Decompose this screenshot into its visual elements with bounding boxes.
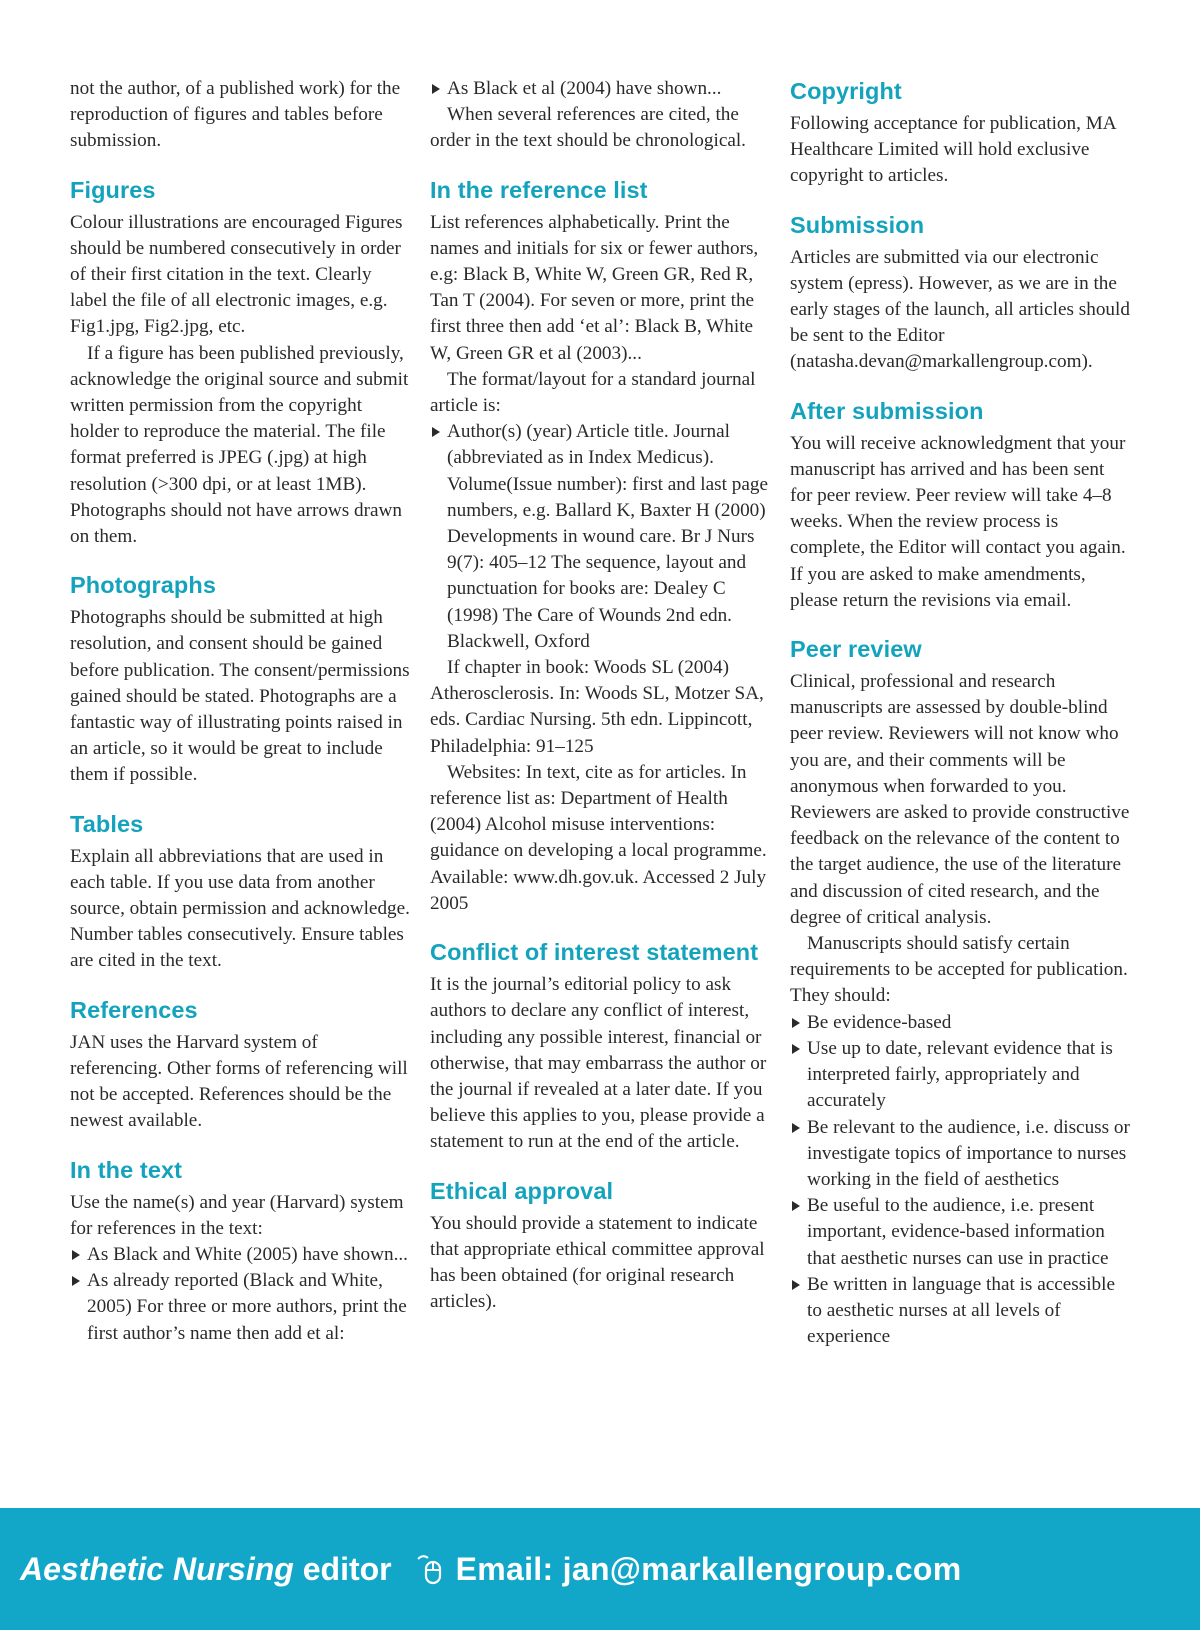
photographs-paragraph: Photographs should be submitted at high resolution, and consent should be gained before publication. The consent/permissions gained should be stated. Photographs are a fantastic way of illustrating points raised in an article, so it would be great to include them if possible. (70, 607, 410, 786)
in-text-section (70, 1155, 410, 1347)
reference-list-section (430, 175, 770, 917)
references-heading: References (70, 996, 198, 1023)
photographs-section (70, 570, 410, 788)
tables-paragraph: Explain all abbreviations that are used in each table. If you use data from another source, obtain permission and acknowledge. Number tables consecutively. Ensure tables are cited in the text. (70, 845, 410, 972)
copyright-section (790, 76, 1130, 190)
tables-section (70, 809, 410, 975)
peer-review-paragraph-1: Clinical, professional and research manuscripts are assessed by double-blind peer review. Reviewers will not know who you are, and their comments will be anonymous when forwarded to you. Reviewers are asked to provide constructive feedback on the relevance of the content to the target audience, the use of the literature and discussion of cited research, and the degree of critical analysis. (790, 671, 1130, 928)
chronological-paragraph: When several references are cited, the order in the text should be chronological. (430, 104, 746, 152)
list-item: Be useful to the audience, i.e. present important, evidence-based information that aesthetic nurses can use in practice (790, 1193, 1130, 1272)
column-3 (790, 76, 1130, 1476)
figures-heading: Figures (70, 176, 156, 203)
copyright-heading: Copyright (790, 78, 902, 104)
reference-list-paragraph-3: If chapter in book: Woods SL (2004) Atherosclerosis. In: Woods SL, Motzer SA, eds. Cardiac Nursing. 5th edn. Lippincott, Philadelphia: 91–125 (430, 657, 764, 757)
reference-list-paragraph-2: The format/layout for a standard journal article is: (430, 368, 756, 417)
conflict-heading: Conflict of interest statement (430, 939, 759, 966)
after-submission-heading: After submission (790, 397, 984, 424)
references-section (70, 995, 410, 1135)
email-label: Email: (455, 1550, 554, 1587)
intro-text: not the author, of a published work) for the reproduction of figures and tables before submission. (70, 78, 401, 152)
list-item: Be evidence-based (790, 1010, 1130, 1036)
photographs-heading: Photographs (70, 572, 217, 599)
figures-section (70, 175, 410, 551)
journal-name: Aesthetic Nursing (20, 1550, 294, 1587)
editor-label: editor (302, 1550, 392, 1587)
reference-list-paragraph-4: Websites: In text, cite as for articles. In reference list as: Department of Health (2004) Alcohol misuse interventions: guidance on developing a local programme. Available: www.dh.gov.uk. Accessed 2 July 2005 (430, 761, 767, 914)
in-text-paragraph: Use the name(s) and year (Harvard) system for references in the text: (70, 1191, 404, 1239)
list-item: Be written in language that is accessible to aesthetic nurses at all levels of experience (790, 1272, 1130, 1351)
after-submission-section (790, 396, 1130, 614)
in-text-bullet-list-continued (430, 76, 770, 102)
email-address[interactable]: jan@markallengroup.com (562, 1550, 962, 1587)
reference-list-heading: In the reference list (430, 176, 648, 203)
figures-paragraph-1: Colour illustrations are encouraged Figures should be numbered consecutively in order of their first citation in the text. Clearly label the file of all electronic images, e.g. Fig1.jpg, Fig2.jpg, etc. (70, 211, 403, 338)
requirements-list (790, 1010, 1130, 1351)
figures-paragraph-2: If a figure has been published previously, acknowledge the original source and submit written permission from the copyright holder to reproduce the material. The file format preferred is JPEG (.jpg) at high resolution (>300 dpi, or at least 1MB). Photographs should not have arrows drawn on them. (70, 342, 409, 548)
submission-section (790, 210, 1130, 376)
mouse-icon (414, 1553, 444, 1585)
article-columns (70, 76, 1130, 1476)
peer-review-heading: Peer review (790, 636, 922, 663)
in-text-heading: In the text (70, 1156, 183, 1183)
column-1 (70, 76, 410, 1476)
copyright-paragraph: Following acceptance for publication, MA Healthcare Limited will hold exclusive copyright to articles. (790, 113, 1116, 187)
list-item: Author(s) (year) Article title. Journal (abbreviated as in Index Medicus). Volume(Issue number): first and last page numbers, e.g. Ballard K, Baxter H (2000) Developments in wound care. Br J Nurs 9(7): 405–12 The sequence, layout and punctuation for books are: Dealey C (1998) The Care of Wounds 2nd edn. Blackwell, Oxford (430, 419, 770, 655)
list-item: Be relevant to the audience, i.e. discuss or investigate topics of importance to nurses working in the field of aesthetics (790, 1115, 1130, 1194)
submission-paragraph: Articles are submitted via our electronic system (epress). However, as we are in the early stages of the launch, all articles should be sent to the Editor (natasha.devan@markallengroup.com). (790, 246, 1130, 373)
list-item: As already reported (Black and White, 2005) For three or more authors, print the first author’s name then add et al: (70, 1268, 410, 1347)
references-paragraph: JAN uses the Harvard system of referencing. Other forms of referencing will not be accepted. References should be the newest available. (70, 1031, 408, 1132)
tables-heading: Tables (70, 810, 144, 837)
in-text-bullet-list (70, 1242, 410, 1347)
ethical-section (430, 1176, 770, 1316)
reference-list-paragraph-1: List references alphabetically. Print the names and initials for six or fewer authors, e.g: Black B, White W, Green GR, Red R, Tan T (2004). For seven or more, print the first three then add ‘et al’: Black B, White W, Green GR et al (2003)... (430, 211, 759, 364)
column-2 (430, 76, 770, 1476)
peer-review-section (790, 634, 1130, 1350)
submission-heading: Submission (790, 211, 925, 238)
list-item: As Black and White (2005) have shown... (70, 1242, 410, 1268)
after-submission-paragraph: You will receive acknowledgment that your manuscript has arrived and has been sent for peer review. Peer review will take 4–8 weeks. When the review process is complete, the Editor will contact you again. If you are asked to make amendments, please return the revisions via email. (790, 432, 1126, 611)
ethical-paragraph: You should provide a statement to indicate that appropriate ethical committee approval has been obtained (for original research articles). (430, 1212, 765, 1313)
ethical-heading: Ethical approval (430, 1177, 614, 1204)
footer-title (20, 1551, 392, 1588)
footer-banner (0, 1508, 1200, 1630)
peer-review-paragraph-2: Manuscripts should satisfy certain requirements to be accepted for publication. They should: (790, 933, 1128, 1007)
list-item: As Black et al (2004) have shown... (430, 76, 770, 102)
footer-email[interactable] (456, 1551, 962, 1588)
reference-format-list (430, 419, 770, 655)
conflict-paragraph: It is the journal’s editorial policy to ask authors to declare any conflict of interest, including any possible interest, financial or otherwise, that may embarrass the author or the journal if revealed at a later date. If you believe this applies to you, please provide a statement to run at the end of the article. (430, 974, 767, 1153)
conflict-section (430, 937, 770, 1155)
in-text-continued (430, 76, 770, 155)
intro-section (70, 76, 410, 155)
list-item: Use up to date, relevant evidence that is interpreted fairly, appropriately and accurately (790, 1036, 1130, 1115)
